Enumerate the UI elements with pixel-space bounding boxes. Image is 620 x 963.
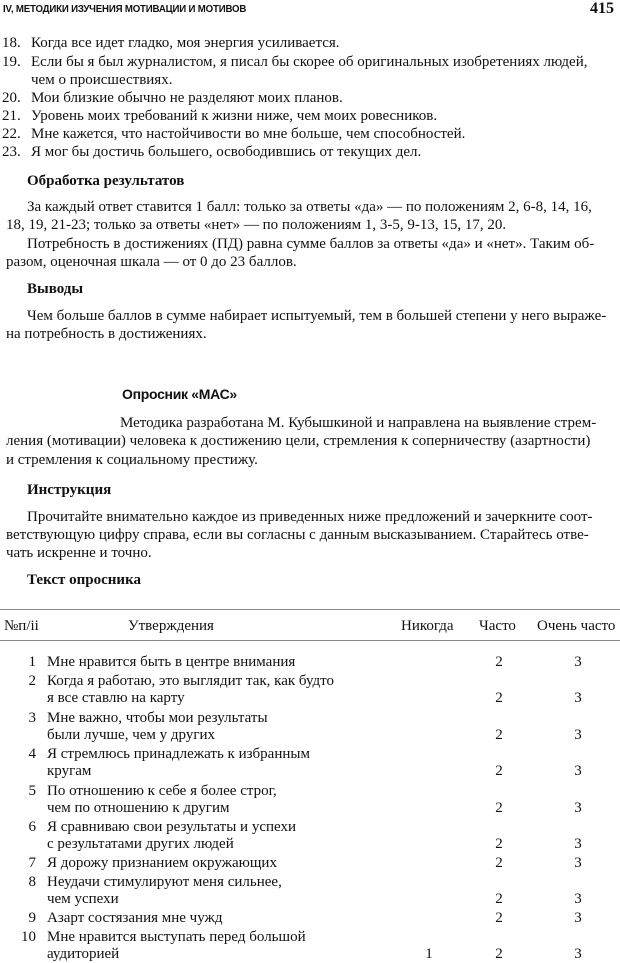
value-often: 2 [495,946,503,962]
value-very-often: 3 [574,763,582,779]
row-number: 5 [28,783,36,799]
instruction-text: чать искренне и точно. [6,545,152,561]
value-very-often: 3 [574,946,582,962]
statement-line: Я дорожу признанием окружающих [47,855,277,871]
value-often: 2 [495,690,503,706]
value-often: 2 [495,800,503,816]
statement-line: чем по отношению к другим [47,800,230,816]
value-very-often: 3 [574,855,582,871]
row-number: 2 [28,673,36,689]
instruction-text: ветствующую цифру справа, если вы согласны с данным высказыванием. Старайтесь отве- [6,527,589,543]
questionnaire-desc: и стремления к социальному престижу. [6,452,258,468]
value-often: 2 [495,855,503,871]
value-very-often: 3 [574,654,582,670]
processing-text: За каждый ответ ставится 1 балл: только за ответы «да» — по положениям 2, 6-8, 14, 16, [27,199,592,215]
statement-line: По отношению к себе я более строг, [47,783,277,799]
value-very-often: 3 [574,891,582,907]
questionnaire-desc: Методика разработана М. Кубышкиной и направлена на выявление стрем- [120,415,597,431]
col-header-very-often: Очень часто [537,618,616,634]
col-header-num: №п/ii [4,618,39,634]
instruction-heading: Инструкция [27,482,112,498]
value-very-often: 3 [574,690,582,706]
value-very-often: 3 [574,836,582,852]
value-very-often: 3 [574,910,582,926]
statement-line: Неудачи стимулируют меня сильнее, [47,874,282,890]
processing-text: 18, 19, 21-23; только за ответы «нет» — по положениям 1, 3-5, 9-13, 15, 17, 20. [6,217,507,233]
conclusions-text: на потребность в достижениях. [6,326,207,342]
row-number: 6 [28,819,36,835]
col-header-often: Часто [479,618,516,634]
processing-text: Потребность в достижениях (ПД) равна сумме баллов за ответы «да» и «нет». Таким об- [27,236,595,252]
statement-line: чем успехи [47,891,119,907]
statement-line: Я сравниваю свои результаты и успехи [47,819,297,835]
value-often: 2 [495,654,503,670]
col-header-statement: Утверждения [128,618,214,634]
value-often: 2 [495,836,503,852]
statement-line: кругам [47,763,92,779]
statement-line: Когда я работаю, это выглядит так, как будто [47,673,335,689]
processing-text: разом, оценочная шкала — от 0 до 23 баллов. [6,254,297,270]
table-top-rule [0,609,620,610]
statement-line: Мне нравится выступать перед большой [47,929,306,945]
text-heading: Текст опросника [27,572,141,588]
value-often: 2 [495,910,503,926]
row-number: 10 [21,929,36,945]
row-number: 1 [28,654,36,670]
running-header: IV, МЕТОДИКИ ИЗУЧЕНИЯ МОТИВАЦИИ И МОТИВОВ [3,3,247,15]
value-very-often: 3 [574,800,582,816]
statement-line: Мне важно, чтобы мои результаты [47,710,268,726]
statement-line: аудиторией [47,946,120,962]
value-often: 2 [495,727,503,743]
value-often: 2 [495,891,503,907]
statement-line: с результатами других людей [47,836,234,852]
value-very-often: 3 [574,727,582,743]
table-header-rule [0,640,620,641]
row-number: 7 [28,855,36,871]
statement-line: я все ставлю на карту [47,690,185,706]
value-never: 1 [425,946,433,962]
page-number: 415 [590,0,614,17]
row-number: 3 [28,710,36,726]
statement-line: Азарт состязания мне чужд [47,910,223,926]
value-often: 2 [495,763,503,779]
statement-line: были лучше, чем у других [47,727,216,743]
questionnaire-desc: ления (мотивации) человека к достижению цели, стремления к соперничеству (азартности) [6,433,591,449]
conclusions-text: Чем больше баллов в сумме набирает испытуемый, тем в большей степени у него выраже- [27,308,607,324]
statement-line: Мне нравится быть в центре внимания [47,654,296,670]
conclusions-heading: Выводы [27,281,84,297]
questionnaire-title: Опросник «МАС» [122,386,237,402]
row-number: 8 [28,874,36,890]
processing-heading: Обработка результатов [27,173,185,189]
instruction-text: Прочитайте внимательно каждое из приведенных ниже предложений и зачеркните соот- [27,509,593,525]
statement-line: Я стремлюсь принадлежать к избранным [47,746,310,762]
row-number: 9 [28,910,36,926]
row-number: 4 [28,746,36,762]
col-header-never: Никогда [401,618,454,634]
